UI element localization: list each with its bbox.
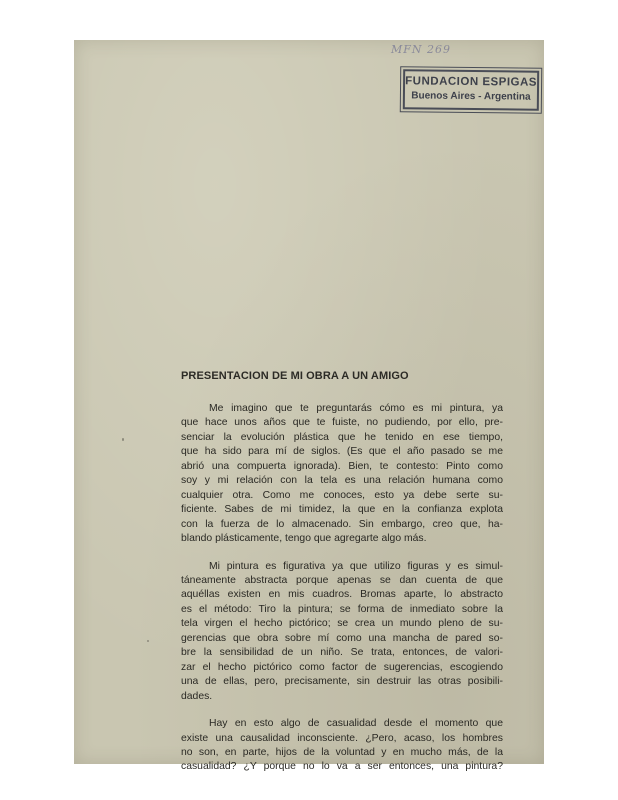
text-line: que hace unos años que te fuiste, no pudiendo, por ello, pre- [181,417,503,429]
document-body [181,402,503,788]
text-line: existe una causalidad inconsciente. ¿Pero, acaso, los hombres [181,732,503,744]
text-line: táneamente abstracta porque apenas se dan cuenta de que [181,574,503,586]
library-stamp [403,69,539,110]
text-line: Mi pintura es figurativa ya que utilizo figuras y es simul- [209,560,503,572]
paragraph-2 [181,560,503,705]
text-line: ficiente. Sabes de mi timidez, la que en la confianza explota [181,504,503,516]
text-line: Me imagino que te preguntarás cómo es mi pintura, ya [209,403,503,414]
text-line: dades. [181,690,213,702]
paper-speck [147,640,149,642]
text-line: con la fuerza de lo almacenado. Sin embargo, creo que, ha- [181,518,503,530]
text-line: no son, en parte, hijos de la voluntad y en mucho más, de la [181,746,503,758]
paper-speck [122,438,124,441]
text-line: que ha sido para mí de siglos. (Es que el año pasado se me [181,446,503,458]
paragraph-3 [181,717,503,775]
paragraph-1 [181,402,503,547]
text-line: aquéllas existen en mis cuadros. Bromas aparte, lo abstracto [181,589,503,601]
text-line: es el método: Tiro la pintura; se forma de inmediato sobre la [181,603,503,615]
text-line: casualidad? ¿Y porque no lo va a ser entonces, una pintura? [181,761,503,773]
text-line: blando plásticamente, tengo que agregarte algo más. [181,533,427,545]
text-line: gerencias que obra sobre mí como una mancha de pared so- [181,632,503,644]
stamp-line-2: Buenos Aires - Argentina [411,90,531,103]
text-line: soy y mi relación con la tela es una relación humana como [181,475,503,487]
text-line: senciar la evolución plástica que he tenido en ese tiempo, [181,431,503,443]
text-line: bre la sensibilidad de un niño. Se trata, entonces, de valori- [181,647,503,659]
handwritten-annotation: MFN 269 [391,43,452,56]
text-line: abrió una compuerta ignorada). Bien, te contesto: Pinto como [181,460,503,472]
text-line: tela virgen el hecho pictórico; se crea un mundo pleno de su- [181,618,503,630]
document-title: PRESENTACION DE MI OBRA A UN AMIGO [181,370,409,382]
stamp-line-1: FUNDACION ESPIGAS [405,75,538,89]
text-line: zar el hecho pictórico como factor de sugerencias, escogiendo [181,661,503,673]
text-line: una de ellas, pero, precisamente, sin destruir las otras posibili- [181,676,503,688]
text-line: cualquier otra. Como me conoces, esto ya debe serte su- [181,489,503,501]
text-line: Hay en esto algo de casualidad desde el momento que [209,718,503,730]
